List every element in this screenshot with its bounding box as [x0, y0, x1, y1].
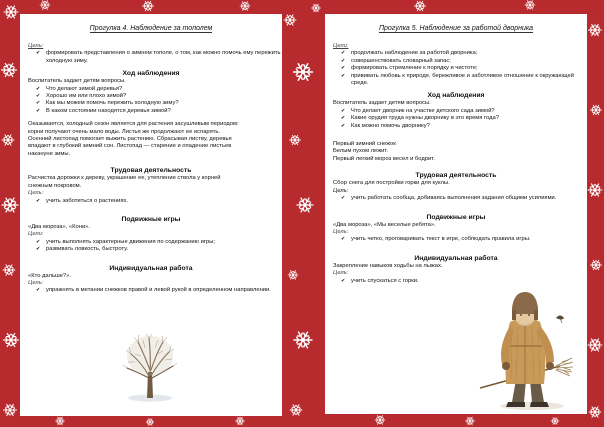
goal-list	[20, 50, 282, 65]
janitor-illustration	[474, 284, 574, 412]
section-heading: Подвижные игры	[426, 213, 486, 221]
snowflake-icon	[589, 24, 602, 35]
snowflake-icon	[290, 135, 301, 145]
snowflake-icon	[591, 105, 602, 115]
snowflake-icon	[588, 339, 602, 351]
goal-label: Цель:	[28, 279, 44, 286]
section-heading: Индивидуальная работа	[109, 264, 193, 272]
list-item: ✔ учить выполнять характерные движения по содержанию игры;	[36, 239, 282, 246]
list-item: ✔ Хорошо им или плохо зимой?	[36, 93, 282, 100]
right-page	[325, 14, 587, 414]
paragraph-line: Осенний листопад помогает выжить растению. Сбрасывая листву, деревья	[28, 136, 232, 143]
goal-label: Цель:	[333, 270, 349, 277]
list-item: ✔ прививать любовь к природе, бережливое и заботливое отношение к окружающей среде.	[341, 73, 587, 88]
goal-label: Цель:	[28, 190, 44, 197]
list-item: ✔ Какие орудия труда нужны дворнику в это время года?	[341, 115, 587, 122]
paragraph-line: накануне зимы.	[28, 150, 71, 157]
list-item: ✔ Что делают зимой деревья?	[36, 86, 282, 93]
goal-list	[325, 50, 587, 87]
poem-line: Белым пухом лежит.	[333, 148, 388, 155]
paragraph-line: снежным покровом.	[28, 182, 82, 189]
snowflake-icon	[589, 407, 601, 417]
section-heading: Ход наблюдения	[427, 92, 485, 100]
goal-list	[20, 287, 282, 294]
section-heading: Индивидуальная работа	[414, 254, 498, 262]
snowflake-icon	[2, 63, 17, 76]
list-item: ✔ Как мы можем помочь пережить холодную зиму?	[36, 100, 282, 107]
page-title: Прогулка 4. Наблюдение за тополем	[89, 25, 213, 32]
paragraph: Воспитатель задает детям вопросы.	[28, 78, 126, 85]
paragraph-line: впадают в глубокий зимний сон. Листопад — старение и опадение листьев	[28, 143, 232, 150]
list-item: ✔ формировать представления о зимнем тополе, о том, как можно помочь ему пережить холодную зиму.	[36, 50, 282, 65]
goal-list	[325, 236, 587, 243]
list-item: ✔ упражнять в метании снежков правой и левой рукой в определенном направлении.	[36, 287, 282, 294]
left-page	[20, 14, 282, 416]
section-heading: Трудовая деятельность	[110, 167, 192, 175]
snowflake-icon	[375, 416, 385, 425]
paragraph: «Кто дальше?».	[28, 272, 71, 279]
snowflake-icon	[294, 332, 312, 348]
poem-line: Первый легкий мороз весел и бодрит.	[333, 155, 435, 162]
snowflake-icon	[288, 271, 298, 280]
section-heading: Подвижные игры	[121, 215, 181, 223]
paragraph: Закрепление навыков ходьбы на лыжах.	[333, 262, 443, 269]
snowflake-icon	[40, 1, 50, 10]
snowflake-icon	[290, 405, 302, 415]
paragraph-line: Расчистка дорожки к дереву, украшение ее, утепление ствола у корней	[28, 175, 221, 182]
paragraph: «Два мороза», «Кони».	[28, 223, 91, 230]
paragraph-line: корни получают очень мало воды. Листья же продолжают ее испарять.	[28, 128, 221, 135]
section-heading: Трудовая деятельность	[415, 172, 497, 180]
snowflake-icon	[551, 418, 559, 425]
page-title: Прогулка 5. Наблюдение за работой дворника	[378, 25, 534, 32]
list-item: ✔ В каком состоянии находятся деревья зимой?	[36, 108, 282, 115]
snowflake-icon	[143, 1, 154, 11]
list-item: ✔ продолжать наблюдение за работой дворника;	[341, 50, 587, 57]
question-list	[325, 108, 587, 130]
snowflake-icon	[284, 15, 296, 25]
snowflake-icon	[2, 198, 18, 212]
snowflake-icon	[56, 417, 65, 425]
list-item: ✔ совершенствовать словарный запас;	[341, 58, 587, 65]
goal-label: Цель:	[28, 43, 44, 49]
list-item: ✔ учить четко, проговаривать текст в игре, соблюдать правила игры.	[341, 236, 587, 243]
goal-label: Цель:	[333, 187, 349, 194]
snowflake-icon	[525, 1, 535, 10]
goal-list	[20, 239, 282, 254]
list-item: ✔ учить заботиться о растениях.	[36, 198, 282, 205]
snowflake-icon	[2, 135, 14, 145]
goal-label: Цели:	[28, 231, 44, 238]
goal-label: Цели:	[333, 43, 349, 49]
list-item: ✔ Как можно помочь дворнику?	[341, 123, 587, 130]
snowflake-icon	[3, 404, 16, 415]
question-list	[20, 86, 282, 116]
section-heading: Ход наблюдения	[122, 70, 180, 78]
snowflake-icon	[297, 198, 313, 212]
snowflake-icon	[236, 417, 245, 425]
snowflake-icon	[4, 6, 18, 18]
paragraph: Воспитатель задает детям вопросы.	[333, 100, 431, 107]
snowflake-icon	[415, 1, 426, 11]
list-item: ✔ учить спускаться с горки.	[341, 278, 587, 285]
winter-tree-illustration	[121, 332, 179, 402]
goal-list	[325, 195, 587, 202]
paragraph-line: Оказывается, холодный сезон является для растения засушливым периодом:	[28, 121, 239, 128]
list-item: ✔ учить работать сообща, добиваясь выполнения задания общими усилиями.	[341, 195, 587, 202]
snowflake-icon	[312, 4, 321, 12]
paragraph: Сбор снега для постройки горки для куклы.	[333, 180, 450, 187]
paragraph: «Два мороза», «Мы веселые ребята».	[333, 221, 436, 228]
poem-line: Первый зимний снежок	[333, 141, 396, 148]
goal-label: Цель:	[333, 228, 349, 235]
list-item: ✔ Что делает дворник на участке детского сада зимой?	[341, 108, 587, 115]
snowflake-icon	[146, 419, 154, 426]
snowflake-icon	[466, 417, 475, 425]
list-item: ✔ формировать стремление к порядку и чистоте;	[341, 65, 587, 72]
snowflake-icon	[240, 2, 250, 11]
snowflake-icon	[588, 184, 602, 196]
snowflake-icon	[4, 333, 19, 346]
goal-list	[20, 198, 282, 205]
snowflake-icon	[3, 265, 15, 275]
snowflake-icon	[294, 64, 313, 81]
snowflake-icon	[591, 260, 602, 270]
list-item: ✔ развивать ловкость, быстроту.	[36, 246, 282, 253]
